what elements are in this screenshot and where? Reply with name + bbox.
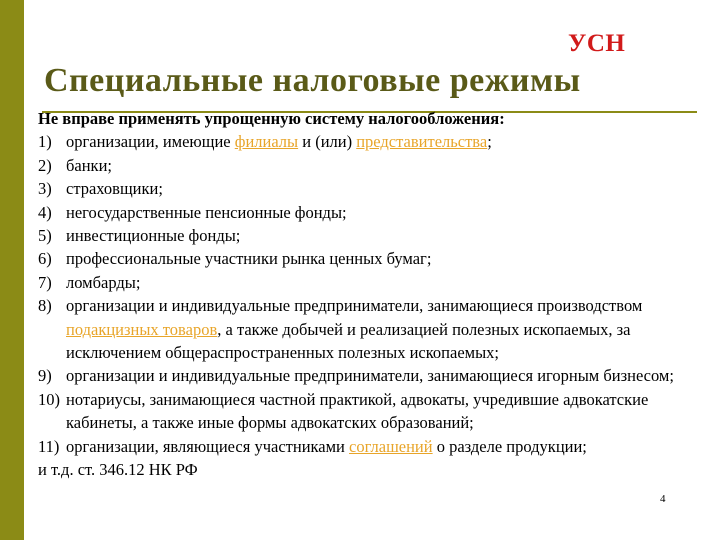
item-number: 2) [38,155,52,175]
item-number: 6) [38,249,52,269]
item-text: профессиональные участники рынка ценных бумаг; [66,249,432,269]
item-number: 9) [38,366,52,386]
link-excise-goods[interactable]: подакцизных товаров [66,319,218,339]
item-number: 11) [38,436,60,456]
link-representative-offices[interactable]: представительства [356,132,488,152]
item-number: 5) [38,226,52,246]
item-number: 10) [38,389,60,409]
item-text: и (или) [298,132,357,152]
item-text: организации, являющиеся участниками [66,436,350,456]
list-item-6 [38,247,718,270]
list-item-2 [38,154,718,177]
list-item-3 [38,177,718,200]
item-text: организации, имеющие [66,132,235,152]
list-item-10 [38,388,718,435]
list-item-7 [38,271,718,294]
list-item-9 [38,364,718,387]
list-item-4 [38,201,718,224]
legal-reference: и т.д. ст. 346.12 НК РФ [38,460,198,480]
link-agreements[interactable]: соглашений [349,436,433,456]
link-branches[interactable]: филиалы [234,132,299,152]
item-text: ; [487,132,492,152]
item-text: организации и индивидуальные предприниматели, занимающиеся игорным бизнесом; [66,366,674,386]
page-number: 4 [660,493,666,505]
list-item-5 [38,224,718,247]
item-text: негосударственные пенсионные фонды; [66,202,347,222]
item-text: нотариусы, занимающиеся частной практикой, адвокаты, учредившие адвокатские кабинеты, а также иные формы адвокатских образований; [66,389,649,433]
list-heading: Не вправе применять упрощенную систему налогообложения: [38,109,505,128]
item-text: банки; [66,155,112,175]
item-text: инвестиционные фонды; [66,226,241,246]
item-text: организации и индивидуальные предприниматели, занимающиеся производством [66,296,643,316]
list-item-8 [38,294,718,364]
item-number: 3) [38,179,52,199]
tax-regime-badge: УСН [568,30,626,57]
sidebar-accent-bar [0,0,24,540]
item-text: ломбарды; [66,272,141,292]
item-number: 7) [38,272,52,292]
slide-title: Специальные налоговые режимы [44,62,581,99]
item-number: 8) [38,296,52,316]
list-item-1 [38,130,718,153]
list-item-11 [38,435,718,458]
item-number: 1) [38,132,52,152]
slide-body [38,107,718,482]
item-text: страховщики; [66,179,163,199]
item-number: 4) [38,202,52,222]
item-text: , а также добычей и реализацией полезных ископаемых, за исключением общераспространенных полезных ископаемых; [66,319,631,363]
item-text: о разделе продукции; [432,436,587,456]
